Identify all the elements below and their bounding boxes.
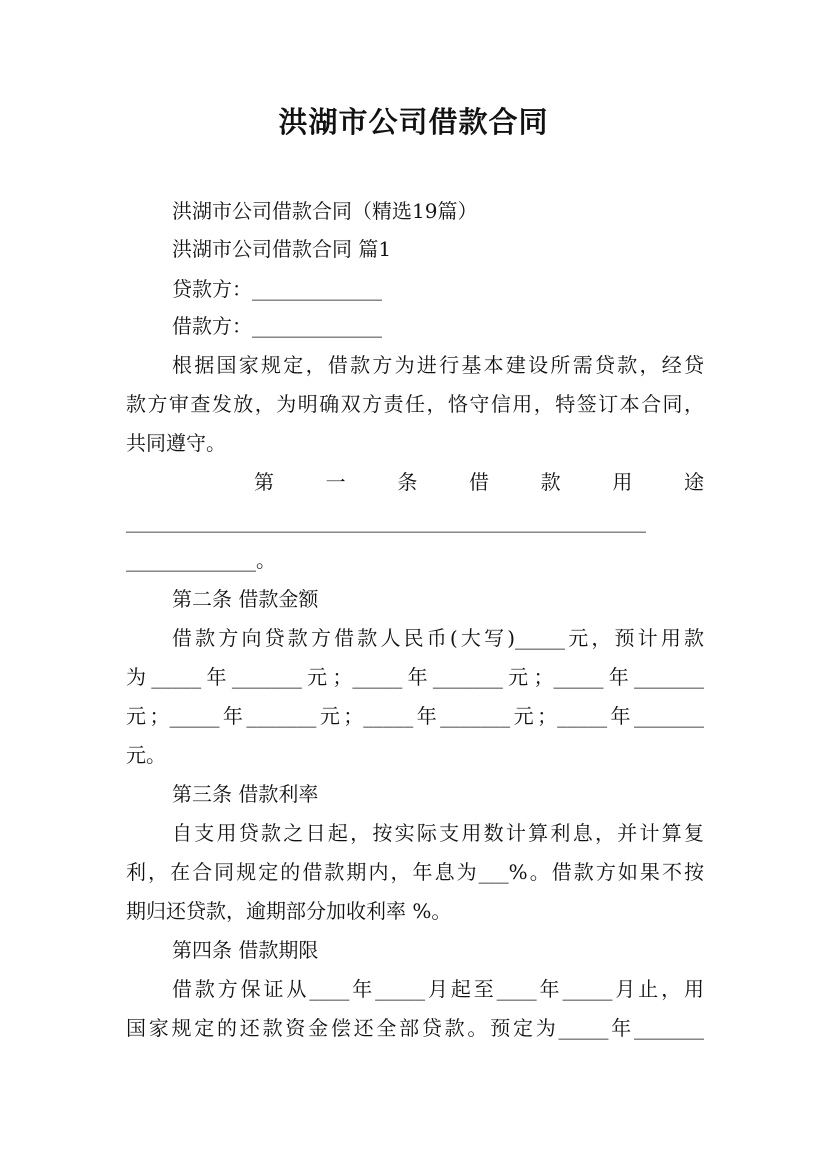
- doc-line: 款方审查发放，为明确双方责任，恪守信用，特签订本合同，: [126, 392, 704, 416]
- doc-line: 第四条 借款期限: [172, 938, 319, 962]
- doc-line: 元。: [126, 743, 166, 767]
- doc-line: _____________。: [126, 548, 276, 572]
- doc-line: 为_____年_______元；_____年_______元；_____年_______: [126, 665, 704, 689]
- doc-line: 第三条 借款利率: [172, 782, 319, 806]
- doc-line: 第 一 条 借 款 用 途: [254, 470, 704, 494]
- doc-line: 贷款方：_____________: [172, 277, 382, 301]
- doc-line: 借款方：_____________: [172, 314, 382, 338]
- doc-line: 国家规定的还款资金偿还全部贷款。预定为_____年_______: [126, 1016, 704, 1040]
- doc-line: ____________________________________________________: [126, 509, 646, 533]
- doc-line: 元；_____年_______元；_____年_______元；_____年_______: [126, 704, 704, 728]
- doc-line: 共同遵守。: [126, 431, 226, 455]
- doc-line: 借款方向贷款方借款人民币(大写)_____元，预计用款: [172, 626, 704, 650]
- document-title: 洪湖市公司借款合同: [278, 105, 549, 139]
- doc-line: 根据国家规定，借款方为进行基本建设所需贷款，经贷: [172, 353, 704, 377]
- doc-line: 洪湖市公司借款合同（精选19篇）: [172, 199, 478, 223]
- doc-line: 第二条 借款金额: [172, 587, 319, 611]
- doc-line: 利，在合同规定的借款期内，年息为___%。借款方如果不按: [126, 860, 704, 884]
- doc-line: 期归还贷款，逾期部分加收利率 %。: [126, 899, 452, 923]
- doc-line: 洪湖市公司借款合同 篇1: [172, 237, 392, 261]
- doc-line: 自支用贷款之日起，按实际支用数计算利息，并计算复: [172, 821, 704, 845]
- doc-line: 借款方保证从____年_____月起至____年_____月止，用: [172, 977, 704, 1001]
